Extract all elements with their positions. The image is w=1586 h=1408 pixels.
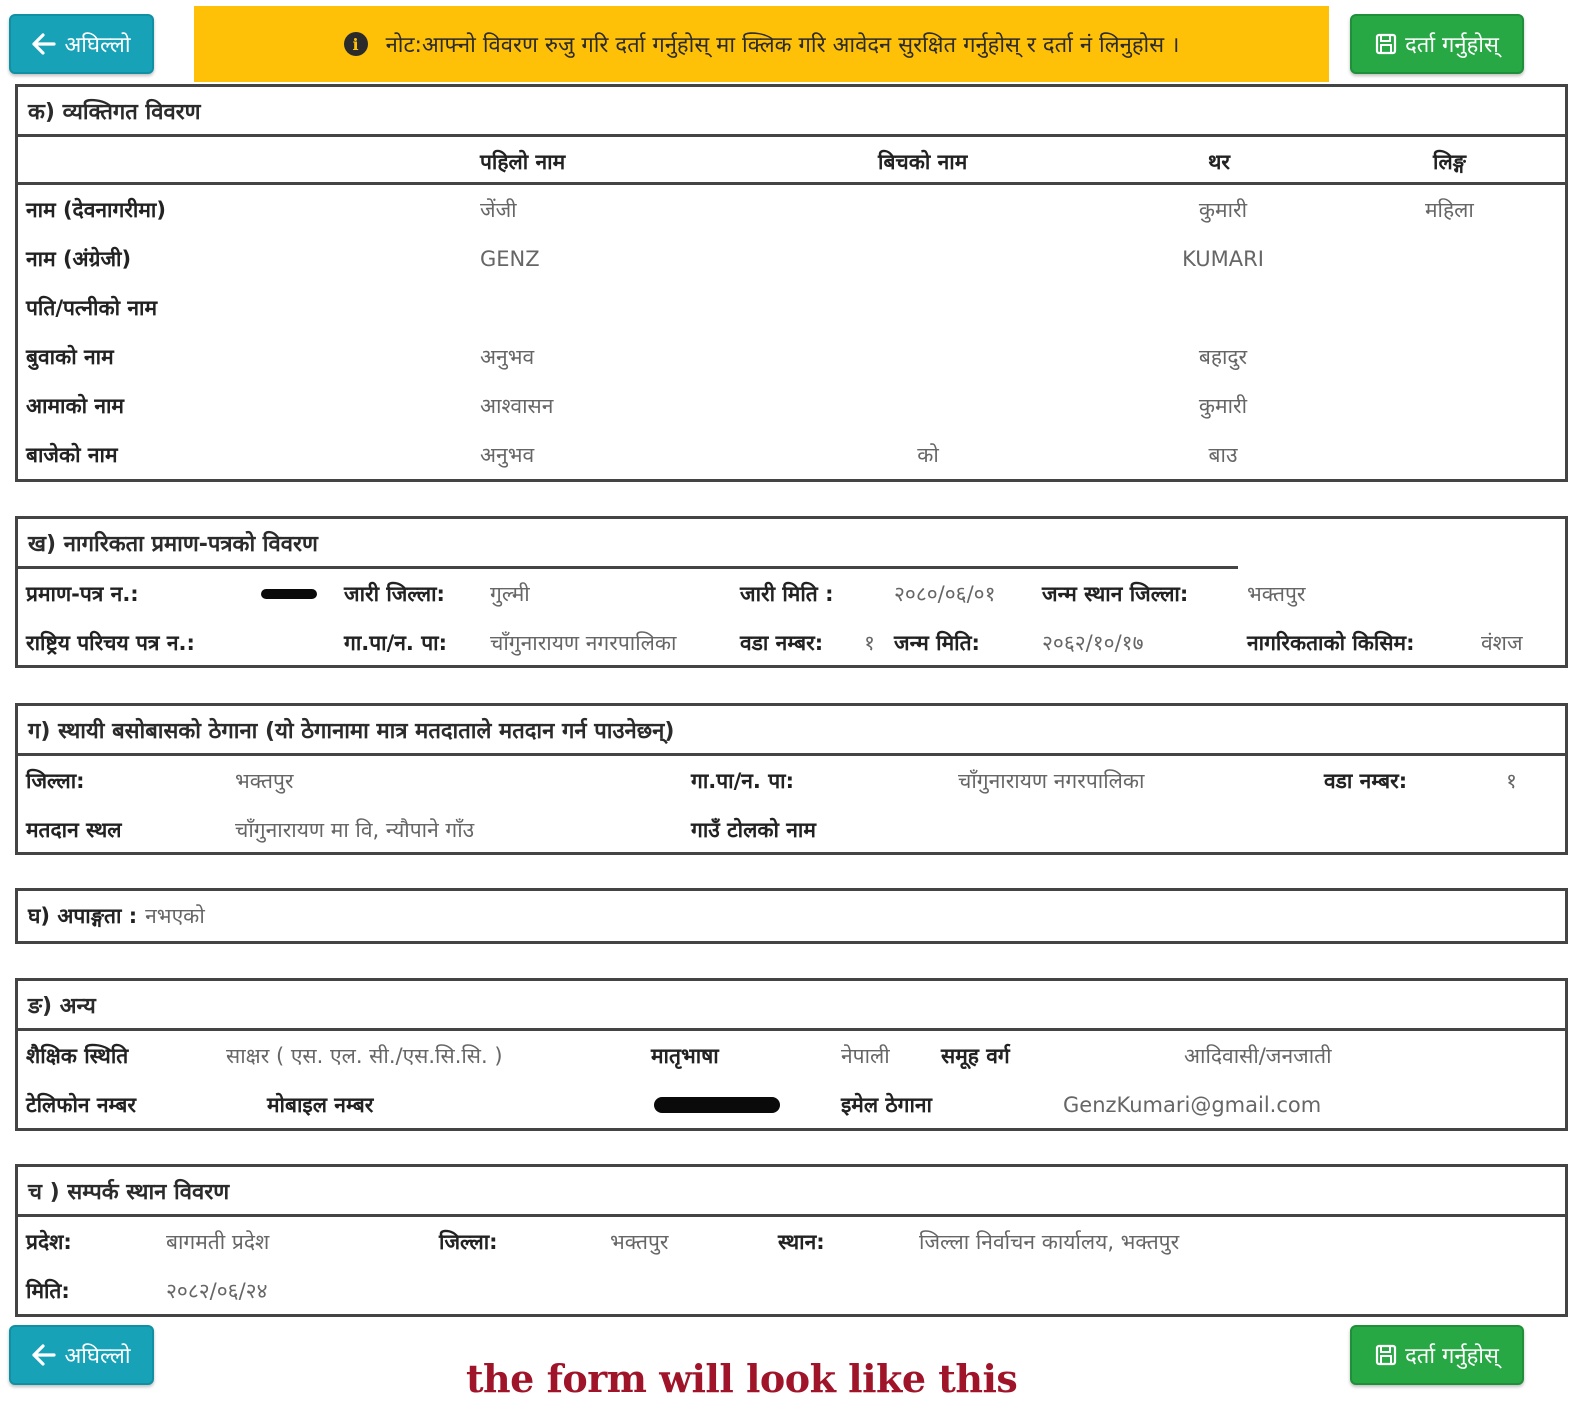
group-label: समूह वर्ग (941, 1043, 1010, 1068)
middle-name-value: को (917, 442, 939, 467)
header-last-name: थर (1208, 149, 1231, 174)
header-first-name: पहिलो नाम (480, 149, 566, 174)
address-municipality-value: चाँगुनारायण नगरपालिका (958, 768, 1145, 793)
address-row-2 (18, 805, 1565, 854)
floppy-disk-icon (1375, 1344, 1397, 1366)
middle-name-value (878, 185, 978, 234)
disability-label: घ) अपाङ्गता : (28, 904, 138, 928)
issue-date-label: जारी मिति : (740, 581, 834, 606)
citizenship-type-value: वंशज (1481, 630, 1523, 655)
info-circle-icon: i (344, 32, 368, 56)
citizenship-section (15, 516, 1568, 668)
education-label: शैक्षिक स्थिति (26, 1043, 129, 1068)
back-button-label: अघिल्लो (64, 1344, 131, 1369)
back-button-label: अघिल्लो (64, 33, 131, 58)
save-button-label: दर्ता गर्नुहोस् (1405, 33, 1499, 58)
row-label: नाम (देवनागरीमा) (26, 197, 166, 222)
personal-section-title: क) व्यक्तिगत विवरण (18, 87, 1565, 137)
table-row (18, 381, 1565, 430)
personal-header-row (18, 137, 1565, 185)
notice-banner (194, 6, 1329, 82)
gender-value: महिला (1425, 197, 1474, 222)
first-name-value: अनुभव (480, 442, 535, 467)
middle-name-value (878, 283, 978, 332)
table-row (18, 234, 1565, 283)
redacted-cert-no (261, 589, 317, 599)
caption-text: the form will look like this (466, 1356, 1018, 1401)
last-name-value: कुमारी (1198, 393, 1248, 418)
row-label: बुवाको नाम (26, 344, 114, 369)
middle-name-value (878, 234, 978, 283)
mother-tongue-label: मातृभाषा (651, 1043, 719, 1068)
date-label: मिति: (26, 1278, 70, 1303)
date-value: २०८२/०६/२४ (166, 1278, 268, 1303)
ward-label: वडा नम्बर: (740, 630, 824, 655)
save-button-bottom[interactable] (1350, 1325, 1524, 1385)
contact-row-1 (18, 1217, 1565, 1266)
address-municipality-label: गा.पा/न. पा: (691, 768, 794, 793)
first-name-value: GENZ (480, 246, 540, 271)
last-name-value: KUMARI (1182, 246, 1264, 271)
education-value: साक्षर ( एस. एल. सी./एस.सि.सि. ) (226, 1043, 503, 1068)
municipality-value: चाँगुनारायण नगरपालिका (490, 630, 677, 655)
personal-details-section (15, 84, 1568, 482)
citizenship-section-title: ख) नागरिकता प्रमाण-पत्रको विवरण (18, 519, 1238, 569)
issue-district-label: जारी जिल्ला: (344, 581, 445, 606)
dob-label: जन्म मिति: (894, 630, 980, 655)
address-ward-label: वडा नम्बर: (1324, 768, 1408, 793)
municipality-label: गा.पा/न. पा: (344, 630, 447, 655)
arrow-left-icon (32, 1344, 56, 1366)
save-button-top[interactable] (1350, 14, 1524, 74)
contact-district-label: जिल्ला: (439, 1229, 498, 1254)
birth-district-label: जन्म स्थान जिल्ला: (1042, 581, 1189, 606)
table-row (18, 430, 1565, 479)
floppy-disk-icon (1375, 33, 1397, 55)
polling-station-value: चाँगुनारायण मा वि, न्यौपाने गाँउ (235, 817, 475, 842)
back-button-top[interactable] (9, 14, 154, 74)
row-label: नाम (अंग्रेजी) (26, 246, 132, 271)
first-name-value: आश्वासन (480, 393, 554, 418)
first-name-value: जेंजी (480, 197, 517, 222)
nid-label: राष्ट्रिय परिचय पत्र न.: (26, 630, 195, 655)
first-name-value: अनुभव (480, 344, 535, 369)
other-row-1 (18, 1031, 1565, 1080)
citizenship-row-2 (18, 618, 1565, 667)
contact-district-value: भक्तपुर (610, 1229, 669, 1254)
other-row-2 (18, 1080, 1565, 1129)
other-details-section (15, 978, 1568, 1131)
personal-rows (18, 185, 1565, 479)
table-row (18, 332, 1565, 381)
table-row (18, 185, 1565, 234)
province-value: बागमती प्रदेश (166, 1229, 270, 1254)
contact-section-title: च ) सम्पर्क स्थान विवरण (18, 1167, 1565, 1217)
disability-value: नभएको (145, 904, 205, 928)
contact-row-2 (18, 1266, 1565, 1315)
mobile-label: मोबाइल नम्बर (267, 1092, 374, 1117)
header-middle-name: बिचको नाम (878, 149, 968, 174)
last-name-value: बाउ (1208, 442, 1238, 467)
province-label: प्रदेश: (26, 1229, 72, 1254)
telephone-label: टेलिफोन नम्बर (26, 1092, 136, 1117)
tole-name-label: गाउँ टोलको नाम (691, 817, 816, 842)
back-button-bottom[interactable] (9, 1325, 154, 1385)
arrow-left-icon (32, 33, 56, 55)
birth-district-value: भक्तपुर (1247, 581, 1306, 606)
last-name-value: बहादुर (1198, 344, 1248, 369)
table-row (18, 283, 1565, 332)
row-label: आमाको नाम (26, 393, 124, 418)
polling-station-label: मतदान स्थल (26, 817, 122, 842)
address-section-title: ग) स्थायी बसोबासको ठेगाना (यो ठेगानामा मात्र मतदाताले मतदान गर्न पाउनेछन्) (18, 706, 1565, 756)
contact-place-section (15, 1164, 1568, 1317)
address-ward-value: १ (1506, 768, 1517, 793)
last-name-value: कुमारी (1198, 197, 1248, 222)
disability-section (15, 888, 1568, 944)
citizenship-type-label: नागरिकताको किसिम: (1247, 630, 1415, 655)
row-label: पति/पत्नीको नाम (26, 295, 158, 320)
save-button-label: दर्ता गर्नुहोस् (1405, 1344, 1499, 1369)
issue-district-value: गुल्मी (490, 581, 530, 606)
place-label: स्थान: (778, 1229, 825, 1254)
issue-date-value: २०८०/०६/०१ (894, 581, 996, 606)
header-gender: लिङ्ग (1433, 149, 1466, 174)
dob-value: २०६२/१०/१७ (1042, 630, 1144, 655)
address-district-value: भक्तपुर (235, 768, 294, 793)
group-value: आदिवासी/जनजाती (1184, 1043, 1332, 1068)
citizenship-row-1 (18, 569, 1565, 618)
disability-row (28, 891, 205, 941)
mother-tongue-value: नेपाली (841, 1043, 890, 1068)
middle-name-value (878, 381, 978, 430)
last-name-value (1168, 283, 1278, 332)
cert-no-label: प्रमाण-पत्र न.: (26, 581, 139, 606)
notice-text: नोट:आफ्नो विवरण रुजु गरि दर्ता गर्नुहोस् मा क्लिक गरि आवेदन सुरक्षित गर्नुहोस् र दर्ता नं लिनुहोस । (385, 33, 1180, 58)
place-value: जिल्ला निर्वाचन कार्यालय, भक्तपुर (919, 1229, 1180, 1254)
permanent-address-section (15, 703, 1568, 855)
row-label: बाजेको नाम (26, 442, 118, 467)
ward-value: १ (864, 630, 875, 655)
other-section-title: ङ) अन्य (18, 981, 1565, 1031)
address-district-label: जिल्ला: (26, 768, 85, 793)
middle-name-value (878, 332, 978, 381)
email-label: इमेल ठेगाना (841, 1092, 932, 1117)
email-value: GenzKumari@gmail.com (1063, 1092, 1322, 1117)
address-row-1 (18, 756, 1565, 805)
redacted-mobile-no (654, 1097, 780, 1113)
